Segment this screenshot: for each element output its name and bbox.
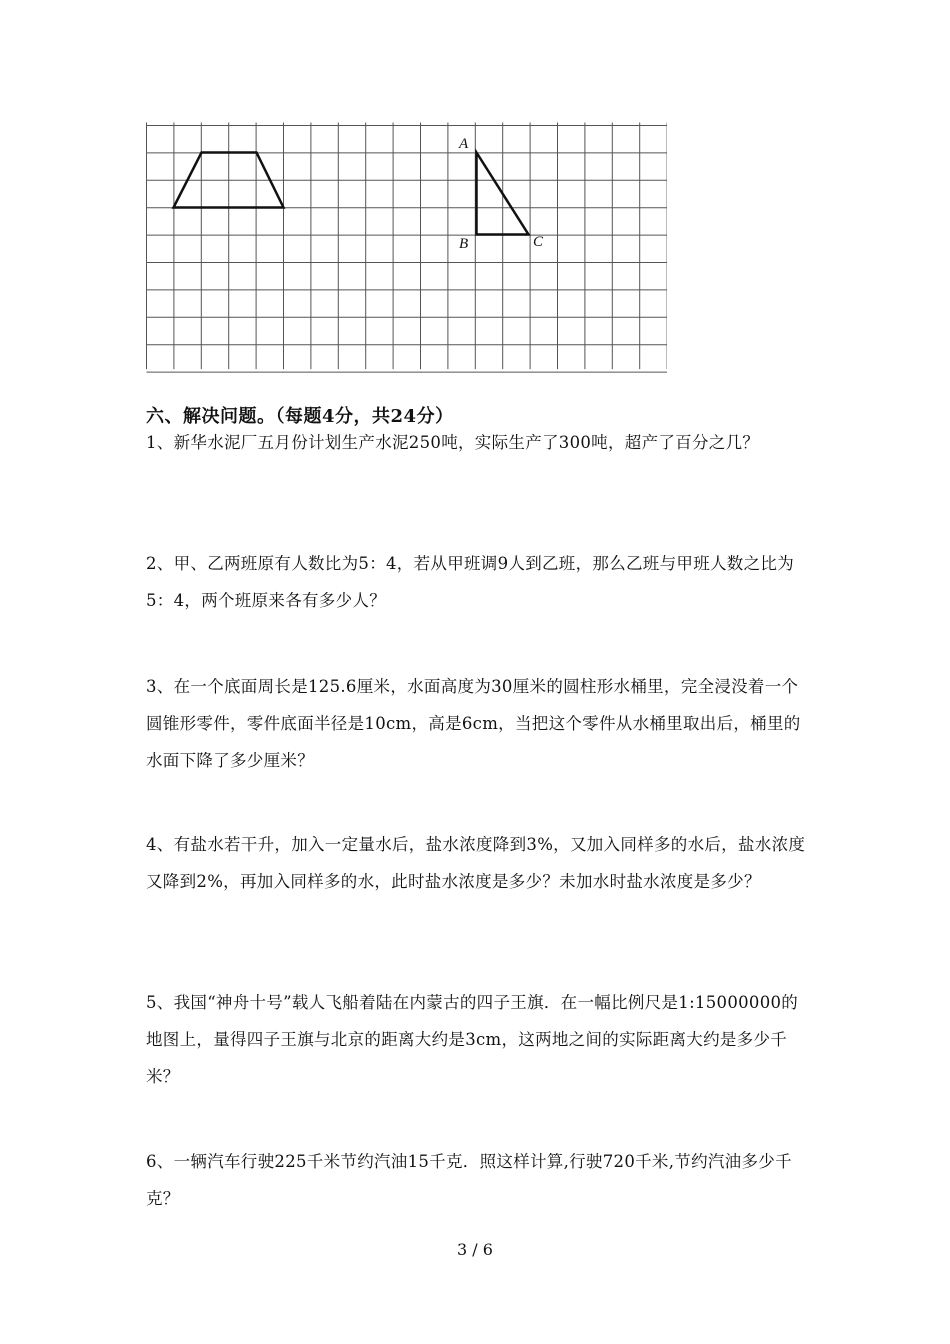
- grid-figure: [146, 122, 667, 376]
- question-1: 1、新华水泥厂五月份计划生产水泥250吨，实际生产了300吨，超产了百分之几？: [146, 433, 760, 452]
- vertex-label-b: B: [459, 236, 469, 252]
- page-number: 3 / 6: [457, 1240, 493, 1259]
- question-5: 5、我国“神舟十号”载人飞船着陆在内蒙古的四子王旗．在一幅比例尺是1:15000000的地图上，量得四子王旗与北京的距离大约是3cm，这两地之间的实际距离大约是多少千米？: [146, 993, 799, 1086]
- grid-lines: [147, 123, 668, 373]
- question-2: 2、甲、乙两班原有人数比为5：4，若从甲班调9人到乙班，那么乙班与甲班人数之比为5：4，两个班原来各有多少人？: [146, 554, 794, 610]
- vertex-label-a: A: [459, 136, 469, 152]
- question-3: 3、在一个底面周长是125.6厘米，水面高度为30厘米的圆柱形水桶里，完全浸没着一个圆锥形零件，零件底面半径是10cm，高是6cm，当把这个零件从水桶里取出后，桶里的水面下降了多少厘米？: [146, 677, 801, 770]
- question-4: 4、有盐水若干升，加入一定量水后，盐水浓度降到3%，又加入同样多的水后，盐水浓度又降到2%，再加入同样多的水，此时盐水浓度是多少？未加水时盐水浓度是多少？: [146, 835, 806, 891]
- section-title: 六、解决问题。（每题4分，共24分）: [146, 406, 454, 427]
- question-6: 6、一辆汽车行驶225千米节约汽油15千克．照这样计算,行驶720千米,节约汽油多少千克？: [146, 1152, 792, 1208]
- vertex-label-c: C: [533, 234, 544, 250]
